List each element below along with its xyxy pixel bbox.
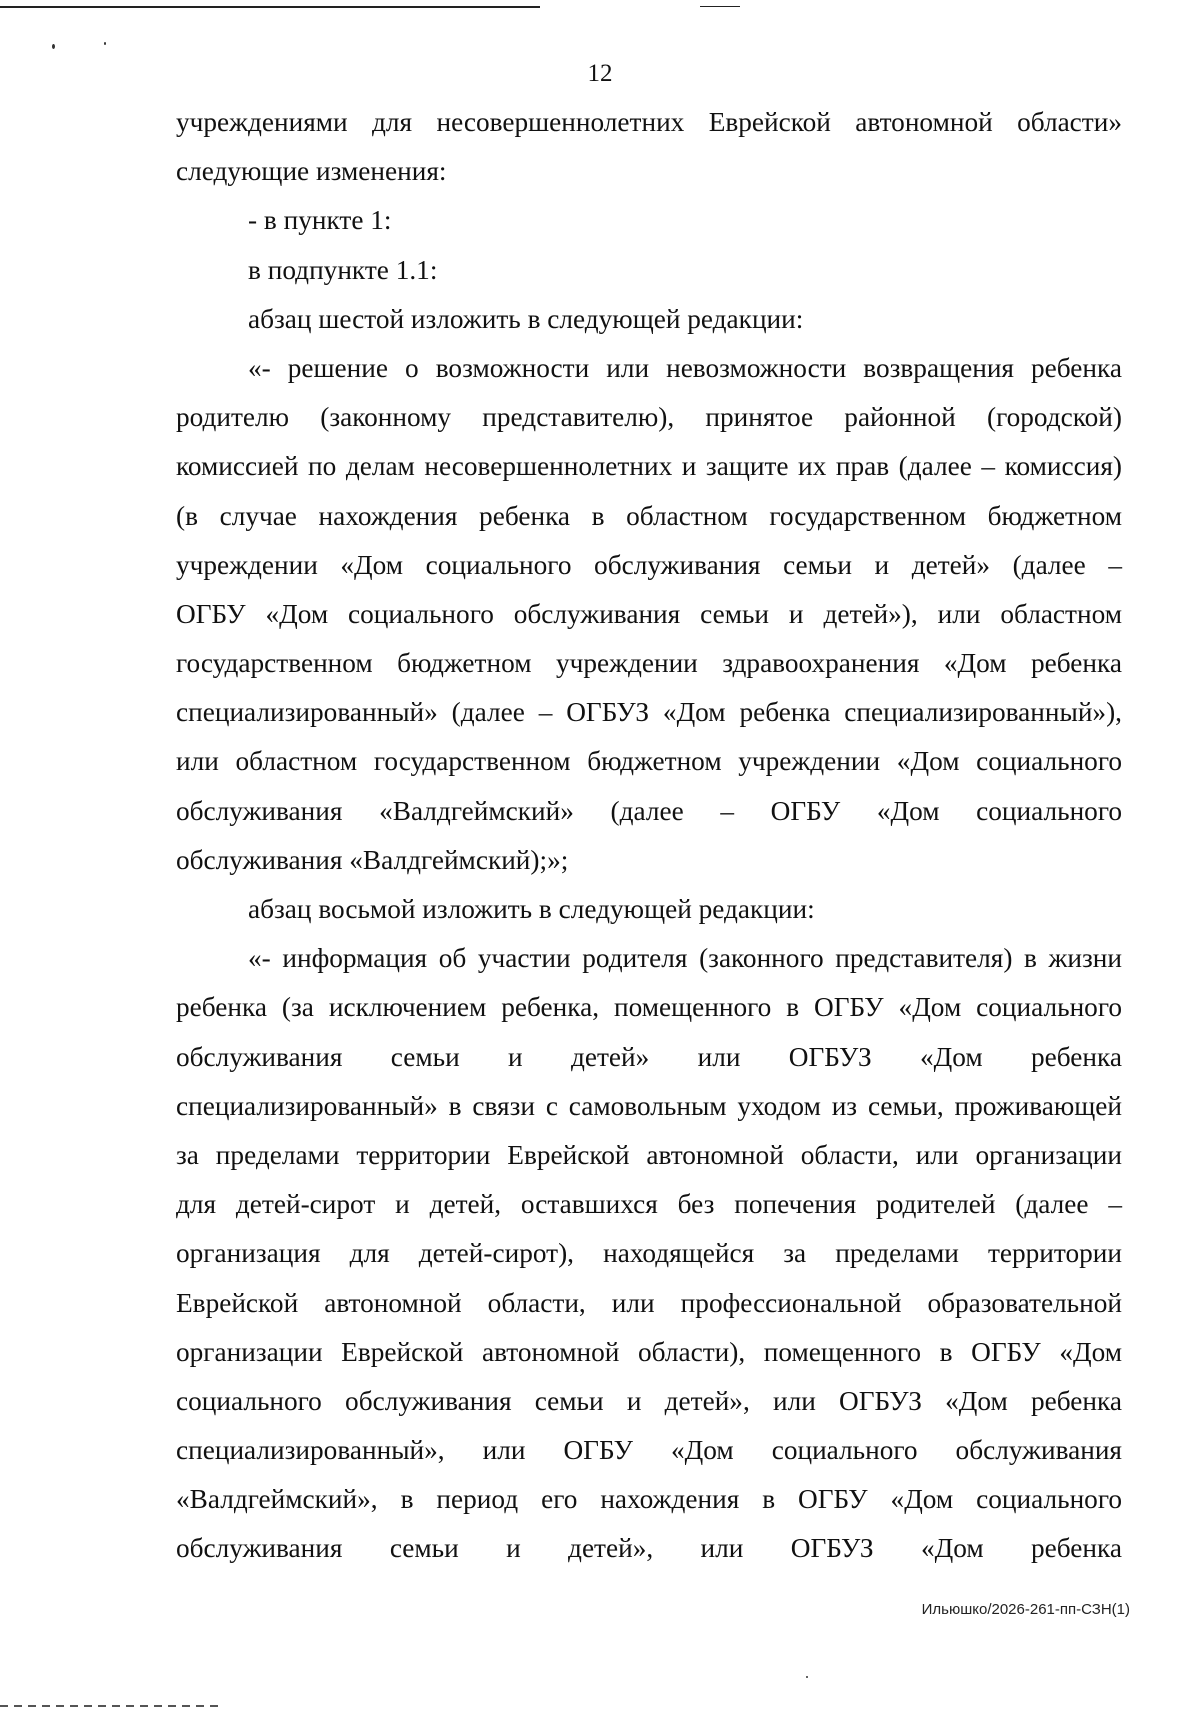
text-line: обслуживания «Валдгеймский» (далее – ОГБУ «Дом социального	[176, 795, 1122, 826]
text-line: абзац восьмой изложить в следующей редакции:	[248, 894, 815, 924]
text-line: организации Еврейской автономной области), помещенного в ОГБУ «Дом	[176, 1336, 1122, 1367]
text-line: специализированный», или ОГБУ «Дом социального обслуживания	[176, 1435, 1122, 1466]
document-body	[176, 98, 1122, 1574]
text-line: комиссией по делам несовершеннолетних и защите их прав (далее – комиссия)	[176, 451, 1122, 482]
scan-edge-top-fragment	[700, 6, 740, 7]
text-line: организация для детей-сирот), находящейся за пределами территории	[176, 1238, 1122, 1269]
page-number: 12	[587, 60, 613, 87]
text-line: учреждении «Дом социального обслуживания семьи и детей» (далее –	[176, 549, 1122, 580]
document-code: Ильюшко/2026-261-пп-СЗН(1)	[921, 1601, 1130, 1618]
text-line: «- информация об участии родителя (законного представителя) в жизни	[248, 943, 1122, 974]
text-line: обслуживания семьи и детей», или ОГБУЗ «Дом ребенка	[176, 1533, 1122, 1564]
text-line: ребенка (за исключением ребенка, помещенного в ОГБУ «Дом социального	[176, 992, 1122, 1023]
text-line: следующие изменения:	[176, 156, 447, 187]
text-line: - в пункте 1:	[248, 205, 392, 236]
text-line: учреждениями для несовершеннолетних Еврейской автономной области»	[176, 107, 1122, 137]
scan-speck	[806, 1676, 808, 1678]
text-line: родителю (законному представителю), принятое районной (городской)	[176, 402, 1122, 433]
text-line: «Валдгеймский», в период его нахождения в ОГБУ «Дом социального	[176, 1484, 1122, 1515]
scan-edge-top	[0, 6, 540, 8]
scan-speck	[104, 42, 106, 45]
text-line: за пределами территории Еврейской автономной области, или организации	[176, 1139, 1122, 1170]
text-line: обслуживания «Валдгеймский);»;	[176, 844, 569, 875]
text-line: специализированный» в связи с самовольным уходом из семьи, проживающей	[176, 1090, 1122, 1121]
text-line: «- решение о возможности или невозможности возвращения ребенка	[248, 352, 1122, 383]
text-line: социального обслуживания семьи и детей», или ОГБУЗ «Дом ребенка	[176, 1385, 1122, 1416]
text-line: или областном государственном бюджетном учреждении «Дом социального	[176, 746, 1122, 777]
text-line: обслуживания семьи и детей» или ОГБУЗ «Дом ребенка	[176, 1041, 1122, 1072]
scan-edge-bottom	[0, 1705, 220, 1707]
text-line: ОГБУ «Дом социального обслуживания семьи и детей»), или областном	[176, 598, 1122, 629]
text-line: государственном бюджетном учреждении здравоохранения «Дом ребенка	[176, 648, 1122, 679]
text-line: для детей-сирот и детей, оставшихся без попечения родителей (далее –	[176, 1189, 1122, 1220]
text-line: абзац шестой изложить в следующей редакции:	[248, 303, 804, 334]
text-line: в подпункте 1.1:	[248, 254, 438, 285]
text-line: Еврейской автономной области, или профессиональной образовательной	[176, 1287, 1122, 1318]
text-line: специализированный» (далее – ОГБУЗ «Дом ребенка специализированный»),	[176, 697, 1122, 728]
text-line: (в случае нахождения ребенка в областном государственном бюджетном	[176, 500, 1122, 531]
scan-speck	[52, 44, 55, 49]
